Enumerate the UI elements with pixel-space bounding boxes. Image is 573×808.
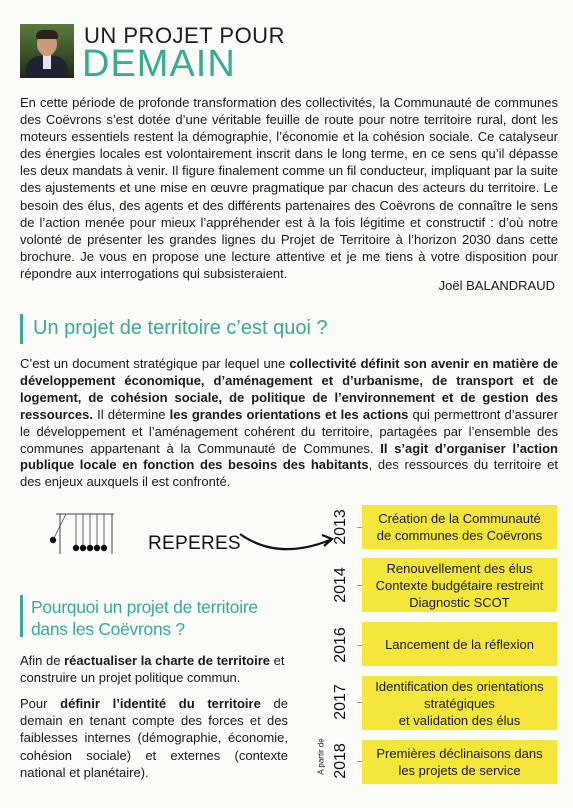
section-accent-bar [20,314,23,344]
section-accent-bar-2 [20,595,23,637]
pourquoi-paragraph-1: Afin de réactualiser la charte de territoire et construire un projet politique commun. [20,653,285,685]
signature: Joël BALANDRAUD [438,278,555,293]
timeline-box-2014: Renouvellement des élus Contexte budgétaire restreint Diagnostic SCOT [362,558,557,612]
timeline-box-2017: Identification des orientations stratégiques et validation des élus [362,676,557,730]
year-2018: 2018 [332,743,349,779]
timeline-box-2016: Lancement de la réflexion [362,622,557,666]
year-2013: 2013 [332,509,349,545]
year-2016: 2016 [332,627,349,663]
a-partir-de-label: A partir de [316,738,326,775]
section-heading-pourquoi: Pourquoi un projet de territoire dans les Coëvrons ? [31,597,258,639]
curved-arrow-icon [238,528,336,554]
newtons-cradle-icon [48,510,118,556]
year-2014: 2014 [332,567,349,603]
intro-paragraph: En cette période de profonde transformation des collectivités, la Communauté de communes des Coëvrons s’est dotée d’une véritable feuille de route pour notre territoire rural, dont les moteurs essentiels restent la démographie, l’économie et la cohésion sociale. Ce catalyseur des énergies locales est volontairement inscrit dans le long terme, en ce sens qu’il dépasse les deux mandats à venir. Il figure finalement comme un fil conducteur, impliquant par la suite des ajustements et une mise en œuvre pragmatique par chacun des acteurs du territoire. Le besoin des élus, des agents et des différents partenaires des Coëvrons de connaître le sens de l’action menée pour mieux l’appréhender est à la fois légitime et constructif : d’où notre volonté de présenter les grandes lignes du Projet de Territoire à l’horizon 2030 dans cette brochure. Je vous en propose une lecture attentive et je me tiens à votre disposition pour répondre aux interrogations qui subsisteraient. [20,95,558,281]
title-line-1: UN PROJET POUR [84,23,285,48]
timeline-box-2013: Création de la Communauté de communes des Coëvrons [362,505,557,549]
section-heading-projet: Un projet de territoire c’est quoi ? [33,317,328,339]
author-photo [20,24,74,78]
year-2017: 2017 [332,684,349,720]
title-line-2: DEMAIN [82,43,236,85]
timeline-box-2018: Premières déclinaisons dans les projets de service [362,740,557,784]
reperes-label: REPERES [148,533,241,554]
pourquoi-paragraph-2: Pour définir l’identité du territoire de demain en tenant compte des forces et des faiblesses internes (démographie, économie, cohésion sociale) et externes (contexte national et planétaire). [20,696,288,780]
definition-paragraph: C’est un document stratégique par lequel une collectivité définit son avenir en matière de développement économique, d’aménagement et d’urbanisme, de transport et de logement, de cohésion sociale, de politique de l’environnement et de gestion des ressources. Il détermine les grandes orientations et les actions qui permettront d’assurer le développement et l’aménagement cohérent du territoire, partagées par l’ensemble des communes appartenant à la Communauté de Communes. Il s’agit d’organiser l’action publique locale en fonction des besoins des habitants, des ressources du territoire et des enjeux auxquels il est confronté. [20,356,558,490]
